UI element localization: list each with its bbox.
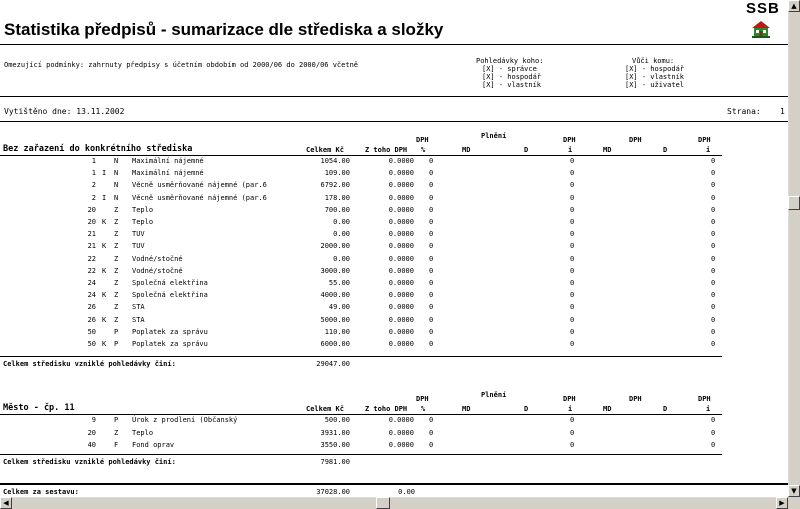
row-percent: 0 bbox=[429, 218, 434, 226]
row-percent: 0 bbox=[429, 441, 434, 449]
row-vat: 0.0000 bbox=[388, 254, 414, 263]
row-percent: 0 bbox=[429, 181, 434, 190]
table-row bbox=[0, 216, 788, 229]
row-total: 700.00 bbox=[324, 205, 350, 214]
row-description: Věcně usměrňované nájemné (par.6 bbox=[132, 181, 267, 190]
row-percent: 0 bbox=[429, 254, 434, 263]
row-description: STA bbox=[132, 303, 145, 312]
row-description: STA bbox=[132, 315, 145, 324]
table-row bbox=[0, 179, 788, 192]
row-code: 26 bbox=[87, 303, 96, 312]
row-flag: I bbox=[102, 169, 107, 178]
whose-title: Pohledávky koho: bbox=[476, 57, 544, 65]
row-vat: 0.0000 bbox=[388, 441, 414, 449]
row-vat: 0.0000 bbox=[388, 428, 414, 437]
row-flag: I bbox=[102, 193, 107, 202]
row-i1: 0 bbox=[570, 327, 575, 336]
row-description: Vodné/stočné bbox=[132, 254, 183, 263]
row-total: 5000.00 bbox=[320, 315, 350, 324]
row-percent: 0 bbox=[429, 266, 434, 275]
grand-total-label: Celkem za sestavu: bbox=[3, 488, 79, 496]
row-total: 3000.00 bbox=[320, 266, 350, 275]
row-percent: 0 bbox=[429, 193, 434, 202]
row-type: N bbox=[114, 181, 119, 190]
col-dph: DPH bbox=[698, 395, 711, 403]
row-percent: 0 bbox=[429, 327, 434, 336]
row-code: 21 bbox=[87, 230, 96, 239]
row-total: 110.00 bbox=[324, 327, 350, 336]
row-i1: 0 bbox=[570, 181, 575, 190]
row-type: Z bbox=[114, 218, 119, 226]
row-code: 26 bbox=[87, 315, 96, 324]
row-total: 3931.00 bbox=[320, 428, 350, 437]
row-i2: 0 bbox=[711, 254, 716, 263]
scroll-down-icon[interactable]: ▼ bbox=[788, 485, 800, 497]
row-code: 20 bbox=[87, 205, 96, 214]
col-md: MD bbox=[462, 146, 471, 154]
row-percent: 0 bbox=[429, 169, 434, 178]
row-flag: K bbox=[102, 218, 107, 226]
row-type: Z bbox=[114, 315, 119, 324]
col-dph: DPH bbox=[629, 136, 642, 144]
printed-divider bbox=[0, 121, 788, 122]
table-row bbox=[0, 167, 788, 180]
row-vat: 0.0000 bbox=[388, 315, 414, 324]
row-vat: 0.0000 bbox=[388, 266, 414, 275]
row-i2: 0 bbox=[711, 441, 716, 449]
row-flag: K bbox=[102, 340, 107, 348]
row-total: 6792.00 bbox=[320, 181, 350, 190]
row-type: Z bbox=[114, 254, 119, 263]
col-dph: DPH bbox=[563, 136, 576, 144]
row-type: F bbox=[114, 441, 119, 449]
col-percent: % bbox=[421, 146, 426, 154]
row-i1: 0 bbox=[570, 315, 575, 324]
row-percent: 0 bbox=[429, 205, 434, 214]
row-vat: 0.0000 bbox=[388, 181, 414, 190]
row-type: N bbox=[114, 193, 119, 202]
row-i2: 0 bbox=[711, 181, 716, 190]
section-sum-divider bbox=[0, 356, 722, 357]
towards-item: [X] - hospodář bbox=[625, 65, 685, 73]
row-type: P bbox=[114, 327, 119, 336]
col-d: D bbox=[663, 405, 668, 413]
col-md: MD bbox=[462, 405, 471, 413]
row-vat: 0.0000 bbox=[388, 205, 414, 214]
row-total: 4000.00 bbox=[320, 291, 350, 300]
row-code: 24 bbox=[87, 279, 96, 287]
row-total: 178.00 bbox=[324, 193, 350, 202]
row-code: 2 bbox=[91, 181, 96, 190]
table-row bbox=[0, 427, 788, 440]
row-i2: 0 bbox=[711, 218, 716, 226]
row-flag: K bbox=[102, 315, 107, 324]
row-i1: 0 bbox=[570, 242, 575, 251]
horizontal-scrollbar[interactable] bbox=[0, 497, 788, 509]
row-i2: 0 bbox=[711, 416, 716, 424]
row-i2: 0 bbox=[711, 169, 716, 178]
row-type: Z bbox=[114, 303, 119, 312]
row-vat: 0.0000 bbox=[388, 291, 414, 300]
row-description: Maximální nájemné bbox=[132, 169, 204, 178]
conditions-divider bbox=[0, 96, 788, 97]
row-i1: 0 bbox=[570, 266, 575, 275]
row-code: 21 bbox=[87, 242, 96, 251]
row-percent: 0 bbox=[429, 230, 434, 239]
col-dph: DPH bbox=[416, 136, 429, 144]
row-i2: 0 bbox=[711, 291, 716, 300]
row-i2: 0 bbox=[711, 230, 716, 239]
row-type: Z bbox=[114, 242, 119, 251]
ssb-logo-text: SSB bbox=[746, 0, 780, 17]
row-description: Poplatek za správu bbox=[132, 340, 208, 348]
row-vat: 0.0000 bbox=[388, 303, 414, 312]
towards-item: [X] - vlastník bbox=[625, 73, 685, 81]
row-i2: 0 bbox=[711, 340, 716, 348]
row-total: 3550.00 bbox=[320, 441, 350, 449]
col-dph: DPH bbox=[629, 395, 642, 403]
towards-title: Vůči komu: bbox=[632, 57, 675, 65]
row-i1: 0 bbox=[570, 303, 575, 312]
section-sum-label: Celkem středisku vzniklé pohledávky činí: bbox=[3, 360, 176, 368]
col-percent: % bbox=[421, 405, 426, 413]
scrollbar-corner bbox=[788, 497, 800, 509]
table-row bbox=[0, 155, 788, 168]
row-i2: 0 bbox=[711, 205, 716, 214]
row-type: Z bbox=[114, 279, 119, 287]
row-total: 6000.00 bbox=[320, 340, 350, 348]
section-sum-value: 29047.00 bbox=[316, 360, 350, 368]
row-description: Maximální nájemné bbox=[132, 157, 204, 165]
row-type: N bbox=[114, 157, 119, 165]
row-i2: 0 bbox=[711, 193, 716, 202]
row-description: Vodné/stočné bbox=[132, 266, 183, 275]
report-title: Statistika předpisů - sumarizace dle střediska a složky bbox=[4, 20, 444, 39]
row-i1: 0 bbox=[570, 340, 575, 348]
row-type: Z bbox=[114, 205, 119, 214]
row-percent: 0 bbox=[429, 416, 434, 424]
row-code: 22 bbox=[87, 254, 96, 263]
section-sum-label: Celkem středisku vzniklé pohledávky činí: bbox=[3, 458, 176, 466]
col-d: D bbox=[524, 405, 529, 413]
col-i: i bbox=[568, 405, 573, 413]
row-percent: 0 bbox=[429, 291, 434, 300]
row-i2: 0 bbox=[711, 157, 716, 165]
col-vat-part: Z toho DPH bbox=[365, 405, 408, 413]
page-label: Strana: bbox=[727, 107, 761, 116]
row-code: 2 bbox=[91, 193, 96, 202]
row-code: 40 bbox=[87, 441, 96, 449]
row-description: Úrok z prodlení (Občanský bbox=[132, 416, 238, 424]
row-i2: 0 bbox=[711, 315, 716, 324]
table-row bbox=[0, 228, 788, 241]
table-row bbox=[0, 314, 788, 327]
col-d: D bbox=[524, 146, 529, 154]
section-title: Bez zařazení do konkrétního střediska bbox=[3, 144, 193, 154]
col-fulfilment: Plnění bbox=[481, 391, 507, 399]
whose-item: [X] - správce bbox=[482, 65, 537, 73]
row-total: 49.00 bbox=[328, 303, 350, 312]
row-percent: 0 bbox=[429, 157, 434, 165]
row-description: Teplo bbox=[132, 428, 154, 437]
row-i1: 0 bbox=[570, 157, 575, 165]
row-vat: 0.0000 bbox=[388, 242, 414, 251]
row-code: 1 bbox=[91, 157, 96, 165]
scroll-up-icon[interactable]: ▲ bbox=[788, 0, 800, 12]
row-i2: 0 bbox=[711, 327, 716, 336]
row-total: 1054.00 bbox=[320, 157, 350, 165]
col-total: Celkem Kč bbox=[306, 405, 344, 413]
row-percent: 0 bbox=[429, 303, 434, 312]
row-type: P bbox=[114, 416, 119, 424]
row-code: 50 bbox=[87, 340, 96, 348]
col-md: MD bbox=[603, 405, 612, 413]
col-d: D bbox=[663, 146, 668, 154]
col-i: i bbox=[706, 405, 711, 413]
row-description: TUV bbox=[132, 242, 145, 251]
row-vat: 0.0000 bbox=[388, 157, 414, 165]
row-i2: 0 bbox=[711, 266, 716, 275]
row-i2: 0 bbox=[711, 428, 716, 437]
row-vat: 0.0000 bbox=[388, 193, 414, 202]
page-number: 1 bbox=[780, 107, 785, 116]
col-dph: DPH bbox=[416, 395, 429, 403]
table-row bbox=[0, 439, 788, 452]
row-flag: K bbox=[102, 266, 107, 275]
table-row bbox=[0, 204, 788, 217]
row-i1: 0 bbox=[570, 218, 575, 226]
row-code: 9 bbox=[91, 416, 96, 424]
vertical-scrollbar[interactable] bbox=[788, 0, 800, 497]
towards-item: [X] - uživatel bbox=[625, 81, 685, 89]
table-row bbox=[0, 338, 788, 351]
row-vat: 0.0000 bbox=[388, 218, 414, 226]
header-divider bbox=[0, 44, 788, 45]
row-i1: 0 bbox=[570, 230, 575, 239]
table-row bbox=[0, 253, 788, 266]
row-i1: 0 bbox=[570, 205, 575, 214]
table-row bbox=[0, 277, 788, 290]
col-dph: DPH bbox=[698, 136, 711, 144]
row-i2: 0 bbox=[711, 303, 716, 312]
row-total: 55.00 bbox=[328, 279, 350, 287]
row-i2: 0 bbox=[711, 279, 716, 287]
row-type: Z bbox=[114, 428, 119, 437]
col-vat-part: Z toho DPH bbox=[365, 146, 408, 154]
row-i2: 0 bbox=[711, 242, 716, 251]
printed-date: Vytištěno dne: 13.11.2002 bbox=[4, 107, 125, 116]
row-percent: 0 bbox=[429, 279, 434, 287]
row-type: Z bbox=[114, 230, 119, 239]
house-logo-icon bbox=[750, 20, 772, 38]
row-code: 50 bbox=[87, 327, 96, 336]
grand-total-value: 37028.00 bbox=[316, 488, 350, 496]
col-i: i bbox=[706, 146, 711, 154]
grand-total-vat: 0.00 bbox=[398, 488, 415, 496]
table-row bbox=[0, 301, 788, 314]
row-description: Teplo bbox=[132, 205, 154, 214]
row-total: 0.00 bbox=[333, 254, 350, 263]
row-type: Z bbox=[114, 266, 119, 275]
row-type: N bbox=[114, 169, 119, 178]
row-description: Společná elektřina bbox=[132, 291, 208, 300]
row-vat: 0.0000 bbox=[388, 230, 414, 239]
table-row bbox=[0, 326, 788, 339]
table-row bbox=[0, 265, 788, 278]
table-row bbox=[0, 414, 788, 427]
grand-total-divider bbox=[0, 483, 788, 485]
col-i: i bbox=[568, 146, 573, 154]
row-description: Fond oprav bbox=[132, 441, 175, 449]
row-total: 0.00 bbox=[333, 230, 350, 239]
row-code: 1 bbox=[91, 169, 96, 178]
row-code: 20 bbox=[87, 428, 96, 437]
row-vat: 0.0000 bbox=[388, 340, 414, 348]
col-md: MD bbox=[603, 146, 612, 154]
conditions-text: Omezující podmínky: zahrnuty předpisy s účetním obdobím od 2000/06 do 2000/06 včetně bbox=[4, 61, 359, 69]
row-vat: 0.0000 bbox=[388, 416, 414, 424]
whose-item: [X] - vlastník bbox=[482, 81, 542, 89]
section-sum-value: 7981.00 bbox=[320, 458, 350, 466]
section-sum-divider bbox=[0, 454, 722, 455]
whose-item: [X] - hospodář bbox=[482, 73, 542, 81]
scroll-right-icon[interactable]: ▶ bbox=[776, 497, 788, 509]
row-flag: K bbox=[102, 291, 107, 300]
row-i1: 0 bbox=[570, 193, 575, 202]
row-code: 22 bbox=[87, 266, 96, 275]
table-row bbox=[0, 192, 788, 205]
vertical-scroll-thumb[interactable] bbox=[788, 196, 800, 210]
row-description: Poplatek za správu bbox=[132, 327, 208, 336]
row-type: Z bbox=[114, 291, 119, 300]
scroll-left-icon[interactable]: ◀ bbox=[0, 497, 12, 509]
row-total: 109.00 bbox=[324, 169, 350, 178]
row-description: Věcně usměrňované nájemné (par.6 bbox=[132, 193, 267, 202]
row-percent: 0 bbox=[429, 428, 434, 437]
row-vat: 0.0000 bbox=[388, 169, 414, 178]
row-i1: 0 bbox=[570, 441, 575, 449]
row-percent: 0 bbox=[429, 340, 434, 348]
row-i1: 0 bbox=[570, 254, 575, 263]
row-total: 500.00 bbox=[324, 416, 350, 424]
row-i1: 0 bbox=[570, 279, 575, 287]
row-i1: 0 bbox=[570, 169, 575, 178]
row-flag: K bbox=[102, 242, 107, 251]
row-percent: 0 bbox=[429, 242, 434, 251]
row-i1: 0 bbox=[570, 291, 575, 300]
row-description: TUV bbox=[132, 230, 145, 239]
row-total: 2000.00 bbox=[320, 242, 350, 251]
row-description: Společná elektřina bbox=[132, 279, 208, 287]
col-total: Celkem Kč bbox=[306, 146, 344, 154]
row-code: 20 bbox=[87, 218, 96, 226]
row-percent: 0 bbox=[429, 315, 434, 324]
row-vat: 0.0000 bbox=[388, 279, 414, 287]
row-i1: 0 bbox=[570, 428, 575, 437]
row-vat: 0.0000 bbox=[388, 327, 414, 336]
col-fulfilment: Plnění bbox=[481, 132, 507, 140]
horizontal-scroll-thumb[interactable] bbox=[376, 497, 390, 509]
table-row bbox=[0, 289, 788, 302]
row-i1: 0 bbox=[570, 416, 575, 424]
table-row bbox=[0, 240, 788, 253]
row-description: Teplo bbox=[132, 218, 154, 226]
row-code: 24 bbox=[87, 291, 96, 300]
section-title: Město - čp. 11 bbox=[3, 403, 75, 413]
col-dph: DPH bbox=[563, 395, 576, 403]
row-type: P bbox=[114, 340, 119, 348]
row-total: 0.00 bbox=[333, 218, 350, 226]
